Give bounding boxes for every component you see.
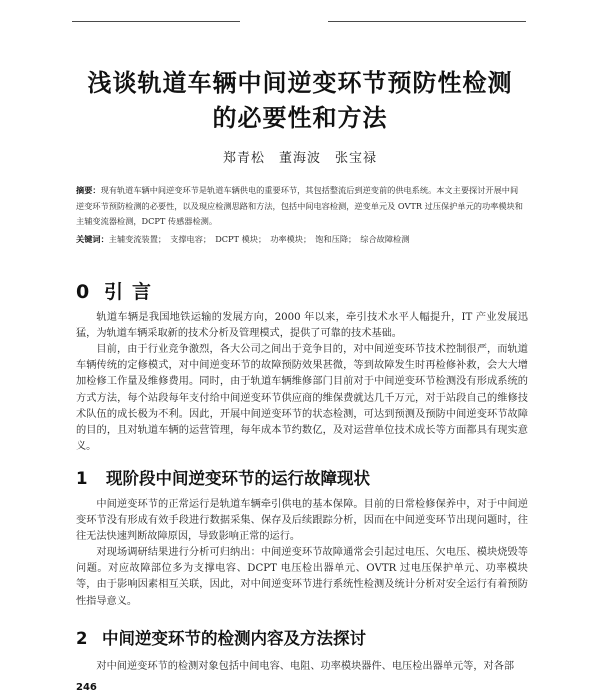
section-title: 引言 [104,281,161,303]
section-title: 中间逆变环节的检测内容及方法探讨 [102,629,366,648]
section-number: 2 [76,629,88,648]
section-number: 1 [76,469,88,488]
section-title: 现阶段中间逆变环节的运行故障现状 [106,469,370,488]
section-heading-2 [76,625,366,649]
article-title-line-1: 浅谈轨道车辆中间逆变环节预防性检测 [87,69,513,97]
header-rule-right [328,21,526,22]
abstract [76,183,524,230]
article-title-line-2: 的必要性和方法 [212,104,388,132]
abstract-label: 摘要： [76,185,101,195]
header-rule-left [72,21,240,22]
section-2-paragraph-1: 对中间逆变环节的检测对象包括中间电容、电阻、功率模块器件、电压检出器单元等，对各部 [96,661,515,672]
section-heading-1 [76,465,370,489]
abstract-text: 现有轨道车辆中间逆变环节是轨道车辆供电的重要环节，其包括整流后到逆变前的供电系统。本文主要探讨开展中间逆变环节预防检测的必要性，以及現应检测思路和方法，包括中间电容检测，逆变单元及 OVTR 过压保护单元的功率模块和主辅变流器检测，DCPT 传感器检测。 [76,185,523,226]
keywords-text: 主辅变流装置； 支撑电容； DCPT 模块； 功率模块； 饱和压降； 综合故障检测 [108,234,410,244]
section-0-paragraph-1: 轨道车辆是我国地铁运输的发展方向，2000 年以来，牵引技术水平人幅提升，IT 产业发展迅猛，为轨道车辆采取新的技术分析及管理模式，提供了可靠的技术基础。 [76,312,528,340]
keywords-label: 关键词： [76,234,109,244]
keywords [76,232,524,247]
section-0-paragraph-2: 目前，由于行业竞争激烈，各大公司之间出于竞争目的，对中间逆变环节技术控制很严，而轨道车辆传统的定修模式，对中间逆变环节的故障预防效果甚微，等到故障发生时再检修补救，会大大增加检修工作量及维修费用。同时，由于轨道车辆维修部门目前对于中间逆变环节检测没有形成系统的方式方法，每个站段每年支付给中间逆变环节供应商的维保费就达几千万元，对于站段自己的维修技术队伍的成长极为不利。因此，开展中间逆变环节的状态检测，可达到预测及预防中间逆变环节故障的目的，且对轨道车辆的运营管理，每年成本节约数亿，及对运营单位技术成长等方面都具有现实意义。 [76,344,528,453]
section-1-paragraph-2: 对现场调研结果进行分析可归纳出：中间逆变环节故障通常会引起过电压、欠电压、模块烧毁等问题。对应故障部位多为支撑电容、DCPT 电压检出器单元、OVTR 过电压保护单元、功率模块等，由于影响因素相互关联，因此，对中间逆变环节进行系统性检测及统计分析对安全运行有着预防性指导意义。 [76,547,528,607]
author-list: 郑青松 董海波 张宝禄 [222,151,377,166]
section-number: 0 [76,281,90,303]
section-1-paragraph-1: 中间逆变环节的正常运行是轨道车辆牵引供电的基本保障。目前的日常检修保养中，对于中间逆变环节没有形成有效手段进行数据采集、保存及后续跟踪分析，因而在中间逆变环节出现问题时，往往无法快速判断故障原因，导致影响正常的运行。 [76,499,528,543]
section-heading-0 [76,277,160,304]
page-number: 246 [76,682,97,693]
